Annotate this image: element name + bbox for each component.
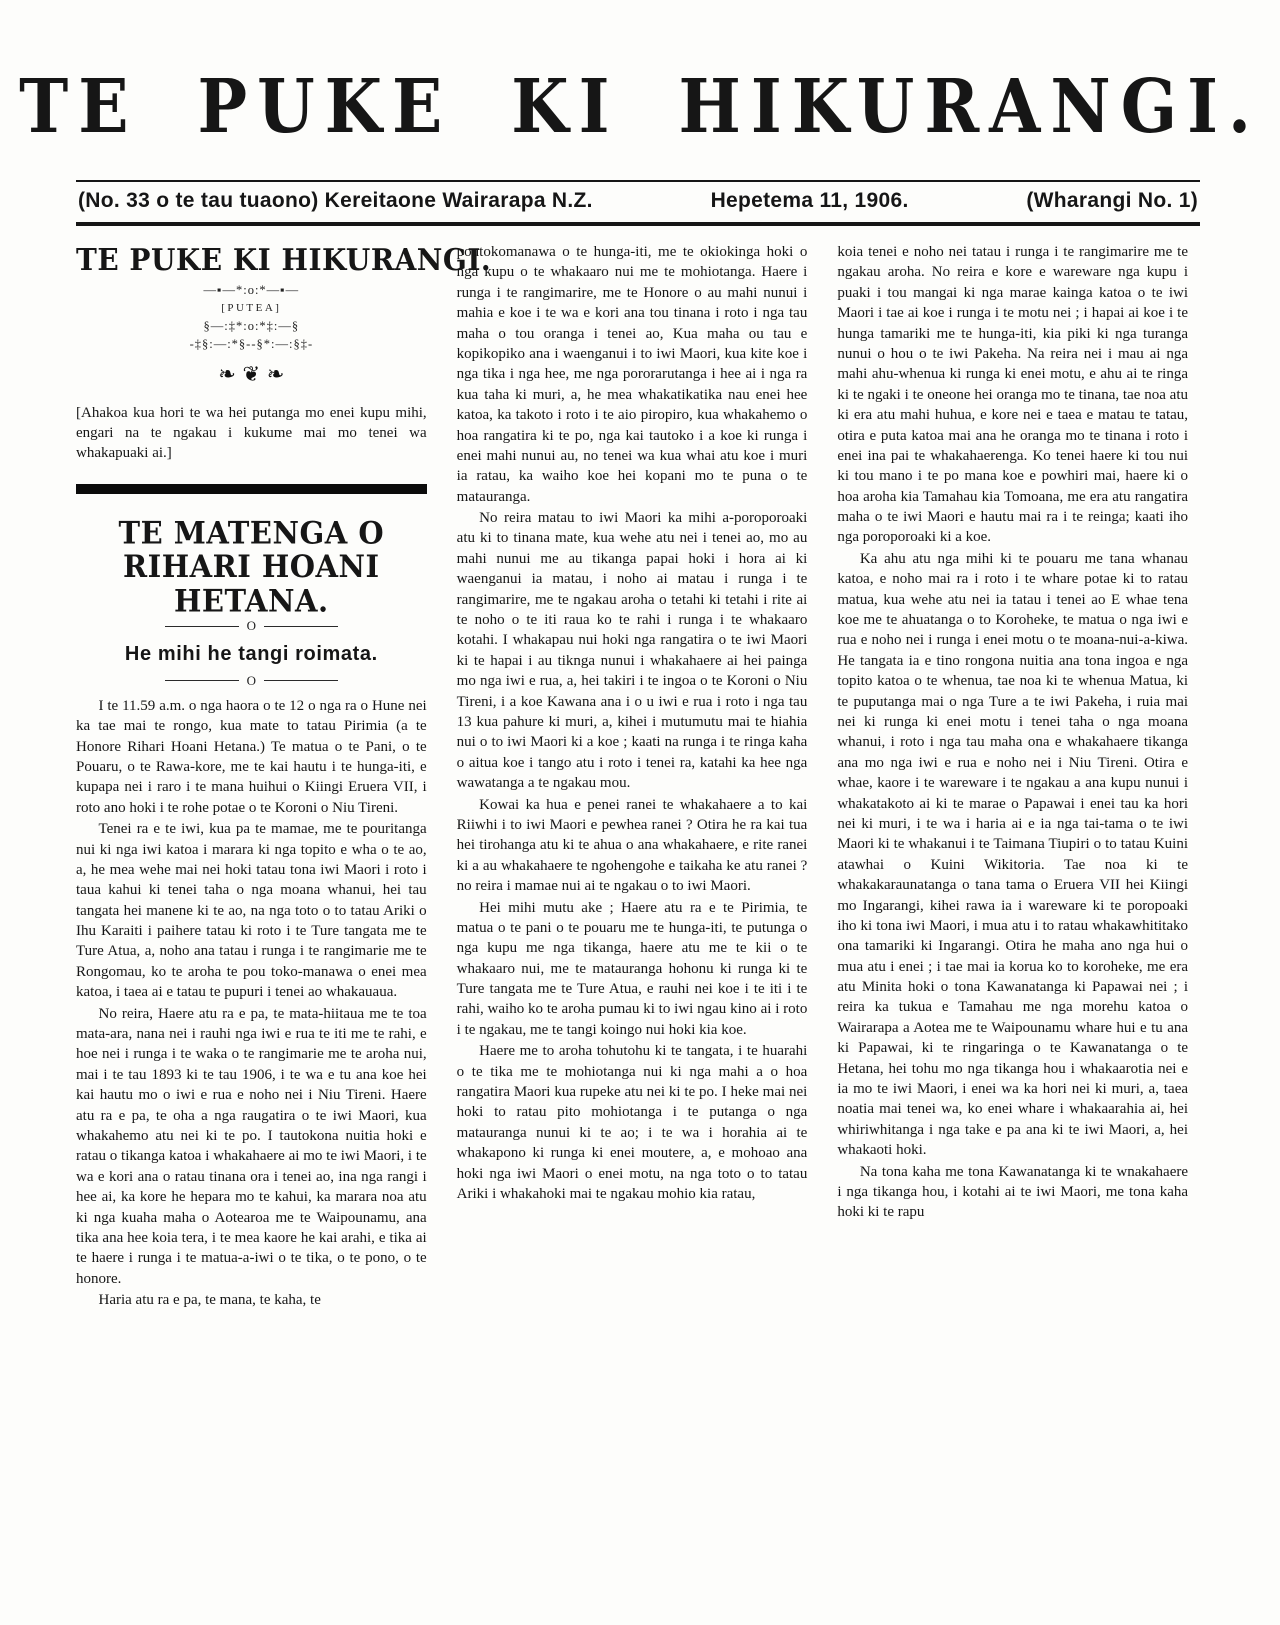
body-paragraph: Haria atu ra e pa, te mana, te kaha, te: [98, 1292, 321, 1309]
editorial-note: [Ahakoa kua hori te wa hei putanga mo enei kupu mihi, engari na te ngakau i kukume mai mo tenei wa whakapuaki ai.]: [76, 404, 427, 462]
ornament-line-4: -‡§:—:*§--§*:—:§‡-: [189, 337, 314, 352]
body-paragraph: No reira matau to iwi Maori ka mihi a-poroporoaki atu ki to tinana mate, kua wehe atu nei i tenei ao, mo au mahi nunui me au tikanga papai hoki i hora ai ki waenganui ia matau, i noho ai matau i runga i te rangimarire, me te ngakau aroha o tetahi ki tetahi i rite ai te noho o te iti raua ko te rahi i runga i te whakaaro kotahi. I whakapau nui hoki nga rangatira o te iwi Maori ki te hapai i au tiknga nunui i whakahaere ai hei painga mo nga iwi e rua, a, hei takiri i te ingoa o te Koroni o Niu Tireni, i a koe Kawana ana i o u iwi e rua i roto i nga tau 13 kua pahure ki muri, a, kihei i mutumutu mai te hiahia nui o to iwi Maori ki a koe ; kaati na runga i te ringa kaha o aitua koe i tango atu i roto i tenei ra, katahi ka hee nga wawatanga a te ngakau mou.: [456, 510, 808, 792]
body-paragraph: Tenei ra e te iwi, kua pa te mamae, me te pouritanga nui ki nga iwi katoa i marara ki nga topito e wha o te ao, a, he mea wehe mai nei hoki tatau tona iwi Maori i roto i taua kahui ki tenei taha o nga moana whanui, hei tau tangata hei manene ki te ao, na nga toto o to tatau Ariki o Ihu Karaiti i paihere tatau ki roto i te Ture tangata me te Ture Atua, a, noho ana tatau i runga i te rangimarie me te Rongomau, ko te aroha te pou toko-manawa o enei mea katoa, i taea ai e tatau te pupuri i tenei ao whakauaua.: [76, 821, 427, 1001]
body-paragraph: Kowai ka hua e penei ranei te whakahaere a to kai Riiwhi i to iwi Maori e pewhea ranei ? Otira he ra kai tua hei tirohanga atu ki te ahua o ana whakahaere, e rite ranei ki a au whakahaere te ngohengohe e taikaha ke atu ranei ? no reira i mamae nui ai te ngakau o to iwi Maori.: [456, 796, 808, 895]
body-paragraph: Ka ahu atu nga mihi ki te pouaru me tana whanau katoa, e noho mai ra i roto i te whare potae ki to ratau matua, kua wehe atu nei ia tatau i tenei ao E whae tena koe me te ahuatanga o to Koroheke, te matua o nga iwi e rua e noho nei i runga i enei motu o te moana-nui-a-kiwa. He tangata ia e tino rongona nuitia ana tona ingoa e nga topito katoa o te whenua, tae noa ki te whenua Matua, ki te puputanga mai o nga Ture a te iwi Pakeha, i ruia mai nei ki runga ki enei motu i tenei taha o nga moana whanui, i roto i nga tau maha ona e whakahaere tikanga ana mo nga iwi e rua e noho nei i Niu Tireni. Otira e whae, kaore i te wareware i te ngakau a ana kupu nunui i whakatakoto ai ki te marae o Papawai i enei tau ka hori nei ki muri, i te wa i haria ai e ia nga tai-tama o te iwi Maori ki te whakanui i te Taimana Tiupiri o to tatau Kuini atawhai o Kuini Wikitoria. Tae noa ki te whakakaraunatanga o tana tama o Eruera VII hei Kiingi mo Ingarangi, kihei rawa ia i wareware ki te poropoaki iho ki tona iwi Maori, i mua atu i to ratau whakawhititako ona tamariki ki Ingarangi. Otira he maha ano nga hui o mua atu i enei ; i tae mai ia korua ko to koroheke, me era atu Minita hoki o tona Kawanatanga ki Papawai nei ; i reira ka tukua e Tamahau me nga morehu katoa o Wairarapa a Aotea me te Waipounamu whare hui e tu ana ki Papawai, ki te ringaringa o te Kawanatanga o te Hetana, hei tohu mo nga tikanga hou i whakaarotia nei e ia mo te iwi Maori, i enei wa ka hori nei ki muri, a, taea noatia mai tenei wa, ko enei whare i whakaarahia ai, hei whiriwhitanga i nga take e pa ana ki te iwi Maori, a, hei whakaoti hoki.: [837, 550, 1189, 1159]
dateline-page-number: (Wharangi No. 1): [1026, 189, 1198, 212]
ornament-line-3: §—:‡*:o:*‡:—§: [203, 318, 300, 333]
column-2: [457, 242, 808, 1311]
o-divider: [76, 672, 427, 690]
floral-flourish-icon: ❧ ❦ ❧: [218, 362, 285, 387]
body-paragraph: poutokomanawa o te hunga-iti, me te okiokinga hoki o nga kupu o te whakaaro nui me te mohiotanga. Haere i runga i te rangimarire, me te Honore o au mahi nunui i mahia e koe i te wa e kori ana tou tinana i roto i nga tau maha o tou oranga i tenei ao, Kua maha ou tau e kopikopiko ana i waenganui i to iwi Maori, kua kite koe i nga tika i nga hee, me nga pororarutanga i hee ai i nga ra kua taha ki muri, a, he mea whakatikatika nau enei hee katoa, ka takoto i roto i te aio piropiro, kua whakahemo o hoa rangatira ki te po, nga kai tautoko i a koe ki runga i enei mahi nunui au, no tenei wa kua whai atu koe i muri ia ratau, ka waiho koe hei kopani mo te puna o te matauranga.: [456, 244, 808, 505]
masthead-title: TE PUKE KI HIKURANGI.: [19, 62, 1261, 150]
column-3: [837, 242, 1188, 1311]
body-paragraph: koia tenei e noho nei tatau i runga i te rangimarire me te ngakau aroha. No reira e kore e wareware nga kupu i puaki i tou mangai ki nga marae kainga katoa o te iwi Maori i tae ai koe i runga i te motu nei ; i hapai ai koe i te hunga tamariki me te hunga-iti, kia piki ki nga turanga nunui o hou o te iwi Pakeha. Na reira nei i mau ai nga mahi ahu-whenua ki runga ki enei motu, e ahu ai te ringa ki te ngaki i te oneone hei oranga mo te tinana, tae noa atu ki era atu mahi huhua, e kore nei e taea e matau te tatau, otira e puta katoa mai ana he oranga mo te tinana i roto i enei ina pai te whakahaerenga. Ko tenei haere ki tou nui ki tou mano i te po mana koe e powhiri mai, haere ki o hoa aroha kia Tamahau kia Tomoana, me era atu rangatira maha o te iwi Maori e hautu mai ra i te reinga; kaati iho nga poroporoaki ki a koe.: [837, 244, 1189, 546]
body-paragraph: No reira, Haere atu ra e pa, te mata-hiitaua me te toa mata-ara, nana nei i rauhi nga iwi e rua te iti me te rahi, e hoe nei i runga i te waka o te rangimarie me te aroha nui, mai i te tau 1893 ki te tau 1906, i te wa e tu ana koe hei kai hautu mo o iwi e rua e noho nei i Niu Tireni. Haere atu ra e pa, te oha a nga raugatira o te iwi Maori, kua whakahemo atu nei ki te po. I tautokona nuitia hoki e ratau o tikanga katoa i whakahaere ai mo te iwi Maori, i te wa e kori ana o ratau tinana ora i tenei ao, ina nga rangi i hee ai, ka kore he hepara mo te kahui, ka marara noa atu ki nga kuaha maha o Aotearoa me te Waipounamu, ana tika ana hee koia tera, i te mea kaore he kai arahi, e tika ai te haere i runga i te matua-a-iwi o te tika, o te pono, o te honore.: [76, 1005, 427, 1287]
body-paragraph: Hei mihi mutu ake ; Haere atu ra e te Pirimia, te matua o te pani o te pouaru me te hunga-iti, te putunga o nga kupu me nga tikanga, haere atu me te kii o te whakaaro nui, me te matauranga hohonu ki runga ki te Ture tangata me te Ture Atua, e rauhi nei koe i te iti i te rahi, waiho ko te aroha pumau ki to iwi ngau kino ai i roto i te ngakau, me te tangi koingo nui hoki kia koe.: [456, 899, 808, 1038]
masthead: [0, 0, 1280, 150]
o-divider: [76, 617, 427, 635]
body-paragraph: Na tona kaha me tona Kawanatanga ki te wnakahaere i nga tikanga hou, i kotahi ai te iwi Maori, me tona kaha hoki ki te rapu: [837, 1163, 1189, 1221]
masthead-ornament: [76, 281, 427, 354]
o-divider-label: O: [246, 618, 257, 634]
section-divider-bar: [76, 484, 427, 494]
dateline-date: Hepetema 11, 1906.: [710, 189, 909, 212]
article-columns: [76, 242, 1188, 1311]
dateline: [76, 180, 1200, 226]
ornament-line-1: —▪—*:o:*—▪—: [203, 283, 300, 298]
column-1: [76, 241, 492, 1311]
body-paragraph: I te 11.59 a.m. o nga haora o te 12 o nga ra o Hune nei ka tae mai te rongo, kua mate to tatau Pirimia (a te Honore Rihari Hoani Hetana.) Te matua o te Pani, o te Pouaru, o te Rawa-kore, me te kai hautu i te hunga-iti, e kupapa nei i raro i te mana huihui o Kiingi Eruera VII, i roto ano hoki i te rohe potae o te Koroni o Niu Tireni.: [76, 697, 427, 816]
o-divider-label: O: [246, 673, 257, 689]
article-subhead: He mihi he tangi roimata.: [124, 642, 378, 665]
article-headline: TE MATENGA O RIHARI HOANI HETANA.: [118, 514, 385, 619]
putea-label: [PUTEA]: [221, 302, 282, 315]
body-paragraph: Haere me to aroha tohutohu ki te tangata, i te huarahi o te tika me te mohiotanga nui ki nga mahi a o hoa rangatira Maori kua rupeke atu nei ki te po. I heke mai nei hoki to ratau pito mohiotanga i te putanga o nga matauranga nunui ki te ao; i te wa i horahia ai te whakapono ki runga ki enei moutere, a, e mohoao ana hoki nga iwi Maori o enei motu, na nga toto o to tatau Ariki i whakahoki mai te ngakau mohio kia ratau,: [456, 1043, 808, 1202]
dateline-issue: (No. 33 o te tau tuaono) Kereitaone Wairarapa N.Z.: [78, 189, 593, 212]
section-title: TE PUKE KI HIKURANGI.: [76, 241, 492, 278]
